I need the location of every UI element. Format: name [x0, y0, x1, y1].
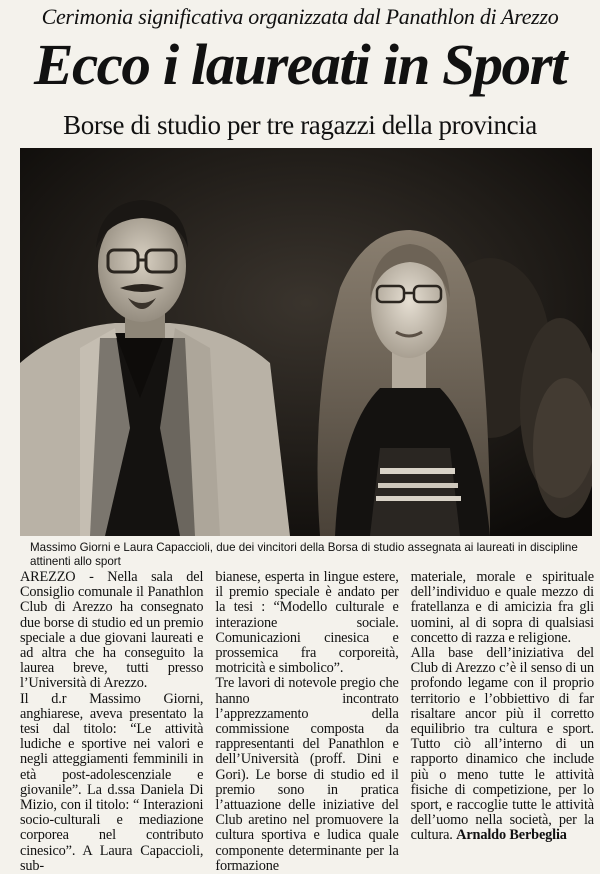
paragraph: materiale, morale e spirituale dell’individuo e quale mezzo di fratellanza e di amicizia fra gli uomini, al di sopra di qualsiasi concetto di razza e religione.	[410, 569, 594, 646]
kicker: Cerimonia significativa organizzata dal Panathlon di Arezzo	[41, 4, 559, 29]
article-body	[20, 569, 594, 874]
paragraph-text: Alla base dell’iniziativa del Club di Arezzo c’è il senso di un profondo legame con il proprio territorio e l’obbiettivo di far risaltare ancor più il corretto equilibrio tra cultura e sport. Tutto ciò all’interno di un rapporto dinamico che include più o meno tutte le attività fisiche di competizione, per lo sport, e raccoglie tutte le attività dell’uomo nella società, per la cultura.	[410, 645, 594, 844]
paragraph: bianese, esperta in lingue estere, il premio speciale è andato per la tesi : “Modello culturale e interazione sociale. Comunicazioni cinesica e prossemica fra corporeità, motricità e simbolico”.	[215, 569, 399, 677]
paragraph	[411, 646, 594, 844]
subhead: Borse di studio per tre ragazzi della provincia	[63, 110, 537, 140]
article-photo	[20, 148, 592, 536]
photo-illustration	[20, 148, 592, 536]
article-column-1	[20, 569, 204, 874]
article-column-3	[411, 570, 594, 862]
photo-caption: Massimo Giorni e Laura Capaccioli, due dei vincitori della Borsa di studio assegnata ai laureati in discipline attinenti allo sport	[30, 541, 578, 568]
paragraph: Il d.r Massimo Giorni, anghiarese, aveva presentato la tesi dal titolo: “Le attività ludiche e sportive nei valori e negli atteggiamenti femminili in età post-adolescenziale e giovanile”. La d.ssa Daniela Di Mizio, con il titolo: “ Interazioni socio-culturali e mediazione corporea nel contributo cinesico”. A Laura Capaccioli, sub-	[20, 690, 204, 874]
paragraph: Tre lavori di notevole pregio che hanno incontrato l’apprezzamento della commissione composta da rappresentanti del Panathlon e dell’Università (proff. Dini e Gori). Le borse di studio ed il premio sono in pratica l’attuazione delle iniziative del Club aretino nel promuovere la cultura sportiva e ludica quale componente determinante per la formazione	[215, 675, 399, 874]
paragraph: AREZZO - Nella sala del Consiglio comunale il Panathlon Club di Arezzo ha consegnato due borse di studio ed un premio speciale a due giovani laureati e ad altra che ha conseguito la laurea breve, tutti presso l’Università di Arezzo.	[20, 569, 204, 692]
headline: Ecco i laureati in Sport	[34, 32, 566, 97]
article-column-2	[215, 569, 399, 874]
byline: Arnaldo Berbeglia	[456, 827, 567, 844]
